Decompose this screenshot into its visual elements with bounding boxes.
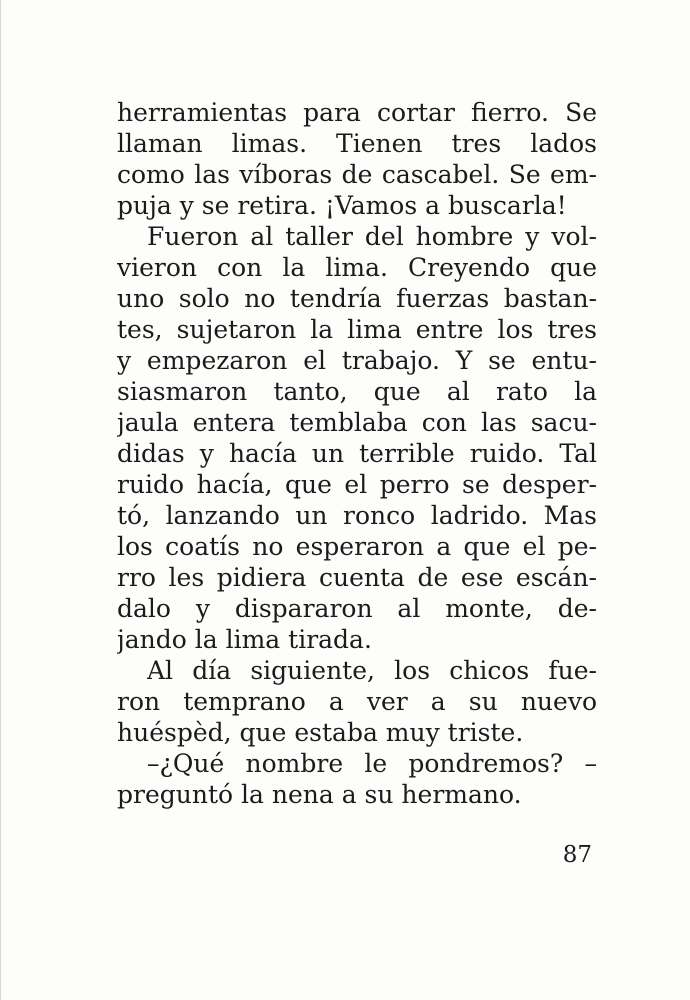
text-line: ruido hacía, que el perro se desper- xyxy=(117,470,597,499)
text-line: tó, lanzando un ronco ladrido. Mas xyxy=(117,501,597,530)
text-line: y empezaron el trabajo. Y se entu- xyxy=(117,346,597,375)
text-line: puja y se retira. ¡Vamos a buscarla! xyxy=(117,191,567,220)
text-line: rro les pidiera cuenta de ese escán- xyxy=(117,563,597,592)
text-line: herramientas para cortar fierro. Se xyxy=(117,98,597,127)
text-line: Al día siguiente, los chicos fue- xyxy=(147,656,597,685)
text-line: tes, sujetaron la lima entre los tres xyxy=(117,315,597,344)
text-line: vieron con la lima. Creyendo que xyxy=(117,253,597,282)
text-line: uno solo no tendría fuerzas bastan- xyxy=(117,284,597,313)
text-line: jaula entera temblaba con las sacu- xyxy=(117,408,597,437)
text-line: Fueron al taller del hombre y vol- xyxy=(147,222,597,251)
body-text xyxy=(117,97,597,810)
text-line: –¿Qué nombre le pondremos? – xyxy=(147,749,597,778)
text-line: huéspèd, que estaba muy triste. xyxy=(117,718,524,747)
text-line: llaman limas. Tienen tres lados xyxy=(117,129,597,158)
text-line: didas y hacía un terrible ruido. Tal xyxy=(117,439,597,468)
text-line: como las víboras de cascabel. Se em- xyxy=(117,160,597,189)
text-line: los coatís no esperaron a que el pe- xyxy=(117,532,597,561)
text-line: preguntó la nena a su hermano. xyxy=(117,780,522,809)
text-line: jando la lima tirada. xyxy=(117,625,372,654)
text-line: siasmaron tanto, que al rato la xyxy=(117,377,597,406)
text-line: dalo y dispararon al monte, de- xyxy=(117,594,597,623)
text-line: ron temprano a ver a su nuevo xyxy=(117,687,597,716)
page-number: 87 xyxy=(562,842,592,868)
